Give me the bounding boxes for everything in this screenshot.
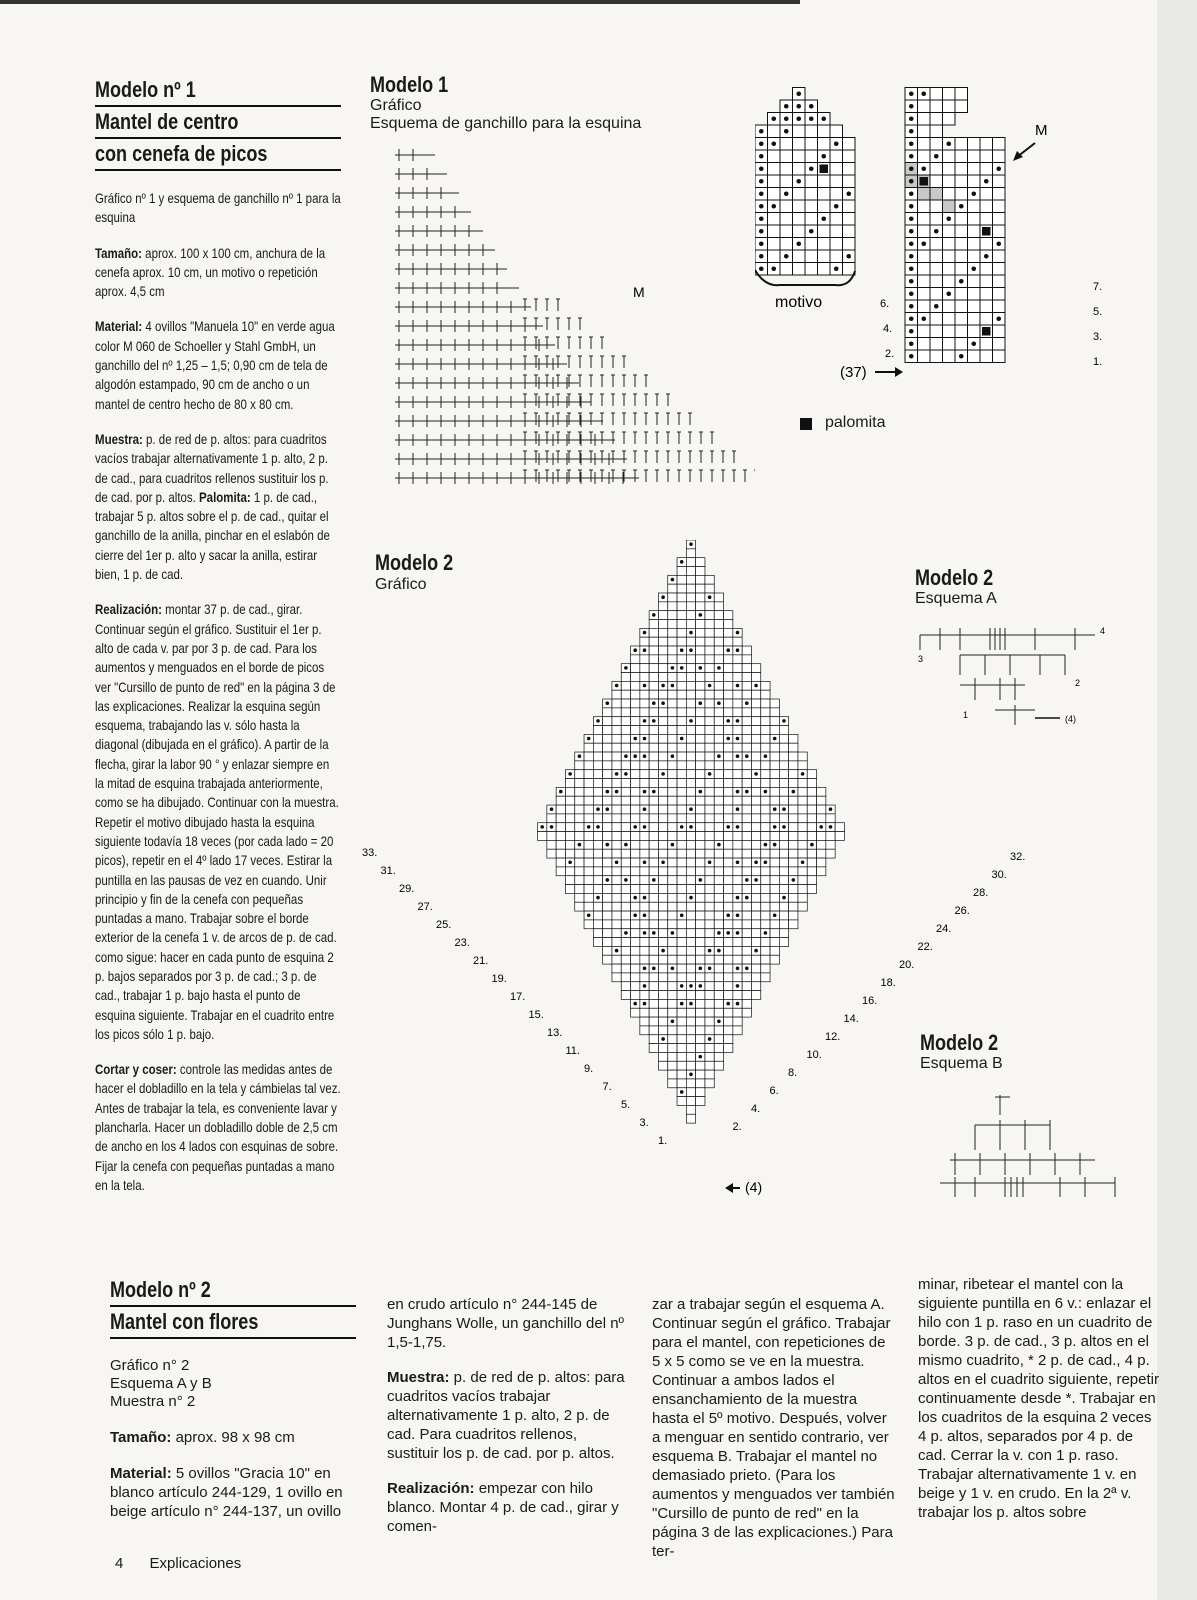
page-number: 4 — [115, 1555, 124, 1572]
fig2-right-label: 32. — [1010, 851, 1026, 863]
fig2-sub: Gráfico — [375, 576, 427, 593]
fig1-row-3: 3. — [1093, 331, 1103, 343]
fig2-left-label: 15. — [528, 1009, 544, 1021]
fig2-left-label: 23. — [454, 937, 470, 949]
fig2-right-label: 8. — [788, 1067, 798, 1079]
fig2-left-label: 17. — [510, 991, 526, 1003]
esqB-diagram — [925, 1085, 1125, 1200]
fig1-legend-label: palomita — [825, 414, 886, 431]
fig1-row-7: 7. — [1093, 281, 1103, 293]
fig2-right-label: 18. — [880, 977, 896, 989]
fig2-left-label: 1. — [658, 1135, 668, 1147]
modelo2-col4: minar, ribetear el mantel con la siguiente puntilla en 6 v.: enlazar el hilo con 1 p. raso en un cuadrito de borde. 3 p. de cad., 3 p. altos en el mismo cuadrito, * 2 p. de cad., 4 p. altos en el cuadrito siguiente, repetir continuamente desde *. Trabajar en los cuadritos de la esquina 2 veces 4 p. altos, separados por 4 p. de cad. Cerrar la v. con 1 p. raso. Trabajar alternativamente 1 v. en beige y 1 v. en crudo. En la 2ª v. trabajar los p. altos sobre — [918, 1276, 1159, 1521]
fig2-left-label: 21. — [473, 955, 489, 967]
fig2-left-label: 7. — [602, 1081, 612, 1093]
fig1-corner-chart — [755, 75, 1115, 405]
fig2-right-label: 22. — [917, 941, 933, 953]
page-gutter — [1157, 0, 1197, 1600]
fig2-left-label: 3. — [639, 1117, 649, 1129]
modelo2-col3: zar a trabajar según el esquema A. Continuar según el gráfico. Trabajar para el mantel, con repeticiones de 5 x 5 como se ve en la muestra. Continuar a ambos lados el ensanchamiento de la muestra hasta el 5º motivo. Después, volver a menguar en sentido contrario, ver esquema B. Trabajar el mantel no demasiado prieto. (Para los aumentos y menguados ver también "Cursillo de punto de red" en la página 3 de las explicaciones.) Para ter- — [652, 1296, 895, 1560]
modelo2-heading-1: Modelo nº 2 — [110, 1275, 356, 1307]
heading-line-2: Mantel de centro — [95, 107, 341, 139]
fig1-motivo-label: motivo — [775, 294, 823, 311]
modelo2-col2: en crudo artículo n° 244-145 de Junghans Wolle, un ganchillo del nº 1,5-1,75. Muestra: p. de red de p. altos: para cuadritos vacíos trabajar alternativamente 1 p. alto, 2 p. de cad. Para cuadritos rellenos, sustituir los p. de cad. por p. altos. Realización: empezar con hilo blanco. Montar 4 p. de cad., girar y comen- — [387, 1296, 625, 1535]
fig2-right-label: 10. — [806, 1049, 822, 1061]
fig2-left-label: 9. — [584, 1063, 594, 1075]
esqA-diagram — [915, 620, 1115, 740]
fig2-right-label: 26. — [954, 905, 970, 917]
fig2-left-label: 13. — [547, 1027, 563, 1039]
fig1-sub1: Gráfico — [370, 97, 422, 114]
fig2-left-label: 27. — [417, 901, 433, 913]
modelo1-realizacion: Realización: montar 37 p. de cad., girar. Continuar según el gráfico. Sustituir el 1er p. alto de cada v. par por 3 p. de cad. Para los aumentos y menguados en el borde de picos ver "Cursillo de punto de red" en la página 3 de las explicaciones. Realizar la esquina según esquema, trabajando las v. sólo hasta la diagonal (dibujada en el gráfico). A partir de la flecha, girar la labor 90 ° y enlazar siempre en la mitad de esquina trabajada anteriormente, como se ha dibujado. Continuar con la muestra. Repetir el motivo dibujado hasta la esquina siguiente todavía 18 veces (por cada lado = 20 picos), repetir en el 4º lado 17 veces. Estirar la puntilla en las pausas de vez en cuando. Unir principio y fin de la cenefa con pequeñas puntadas a mano. Trabajar sobre el borde exterior de la cenefa 1 v. de arcos de p. de cad. como sigue: hacer en cada punto de esquina 2 p. bajos separados por 3 p. de cad.; 3 p. de cad., trabajar 1 p. bajo hasta el punto de esquina siguiente. Trabajar en el cuadrito entre los picos sólo 1 p. bajo. — [95, 601, 339, 1042]
fig2-left-label: 19. — [491, 973, 507, 985]
modelo2-refs: Gráfico n° 2 Esquema A y B Muestra n° 2 — [110, 1357, 212, 1410]
fig1-row-1: 1. — [1093, 356, 1103, 368]
top-edge-bar — [0, 0, 800, 4]
modelo1-muestra: Muestra: p. de red de p. altos: para cuadritos vacíos trabajar alternativamente 1 p. alto, 2 p. de cad., para cuadritos rellenos sustituir los p. de cad. por p. altos. Palomita: 1 p. de cad., trabajar 5 p. altos sobre el p. de cad., quitar el ganchillo de la anilla, pinchar en el eslabón de cierre del 1er p. alto y sacar la anilla, estirar bien, 1 p. de cad. — [95, 430, 330, 583]
heading-line-1: Modelo nº 1 — [95, 75, 341, 107]
fig1-crochet-diagram — [385, 145, 755, 525]
modelo2-col1 — [110, 1275, 365, 1521]
fig1-crochet-m-label: M — [633, 284, 645, 300]
fig2-right-label: 6. — [769, 1085, 779, 1097]
esqA-n3: 3 — [918, 654, 924, 664]
modelo1-text-column — [95, 75, 345, 1195]
esqA-sub: Esquema A — [915, 590, 997, 607]
fig1-m-label: M — [1035, 122, 1048, 139]
fig2-right-label: 24. — [936, 923, 952, 935]
modelo1-tamano: Tamaño: aprox. 100 x 100 cm, anchura de la cenefa aprox. 10 cm, un motivo o repetición aprox. 4,5 cm — [95, 244, 326, 300]
modelo1-cortar: Cortar y coser: controle las medidas antes de hacer el dobladillo en la tela y cámbielas tal vez. Antes de trabajar la tela, es conveniente lavar y plancharla. Hacer un dobladillo doble de 2,5 cm de ancho en los 4 lados con esquinas de sobre. Fijar la cenefa con pequeñas puntadas a mano en la tela. — [95, 1061, 341, 1193]
modelo1-heading — [95, 75, 345, 171]
page-section: Explicaciones — [149, 1555, 242, 1572]
esqA-n4: 4 — [1100, 626, 1106, 636]
fig1-title: Modelo 1 — [370, 72, 449, 97]
esqA-n1: 1 — [963, 710, 969, 720]
fig2-right-label: 20. — [899, 959, 915, 971]
fig2-title: Modelo 2 — [375, 550, 454, 575]
fig1-row-6: 6. — [880, 298, 890, 310]
esqA-title: Modelo 2 — [915, 565, 994, 590]
fig2-right-label: 2. — [732, 1121, 742, 1133]
fig2-left-label: 31. — [380, 865, 396, 877]
fig2-right-label: 16. — [862, 995, 878, 1007]
modelo2-material: Material: 5 ovillos "Gracia 10" en blanco artículo 244-129, 1 ovillo en beige artículo n° 244-137, un ovillo — [110, 1465, 343, 1520]
fig2-right-label: 4. — [751, 1103, 761, 1115]
heading-line-3: con cenefa de picos — [95, 139, 341, 171]
esqA-n4b: (4) — [1065, 714, 1076, 724]
fig2-start-label: (4) — [745, 1179, 763, 1195]
fig2-left-label: 5. — [621, 1099, 631, 1111]
esqA-n2: 2 — [1075, 678, 1081, 688]
esqB-title: Modelo 2 — [920, 1030, 999, 1055]
fig2-right-label: 28. — [973, 887, 989, 899]
fig1-row-5: 5. — [1093, 306, 1103, 318]
modelo1-material: Material: 4 ovillos "Manuela 10" en verde agua color M 060 de Schoeller y Stahl GmbH, un ganchillo del nº 1,25 – 1,5; 0,90 cm de tela de algodón estampado, 90 cm de ancho o un mantel de centro hecho de 80 x 80 cm. — [95, 318, 335, 412]
fig2-right-label: 12. — [825, 1031, 841, 1043]
fig2-right-label: 14. — [843, 1013, 859, 1025]
modelo2-tamano: Tamaño: aprox. 98 x 98 cm — [110, 1429, 295, 1446]
modelo2-heading-2: Mantel con flores — [110, 1307, 356, 1339]
fig1-sub2: Esquema de ganchillo para la esquina — [370, 115, 642, 132]
page-footer — [115, 1555, 241, 1572]
fig1-row-2: 2. — [885, 348, 895, 360]
fig1-row-4: 4. — [883, 323, 893, 335]
fig1-start-label: (37) — [840, 364, 867, 381]
modelo1-intro: Gráfico nº 1 y esquema de ganchillo nº 1 para la esquina — [95, 190, 341, 226]
palomita-legend-swatch — [800, 418, 812, 430]
fig2-left-label: 11. — [565, 1045, 580, 1057]
fig2-left-label: 25. — [436, 919, 452, 931]
fig2-right-label: 30. — [991, 869, 1007, 881]
esqB-sub: Esquema B — [920, 1055, 1003, 1072]
fig2-left-label: 29. — [399, 883, 415, 895]
fig2-left-label: 33. — [362, 847, 378, 859]
